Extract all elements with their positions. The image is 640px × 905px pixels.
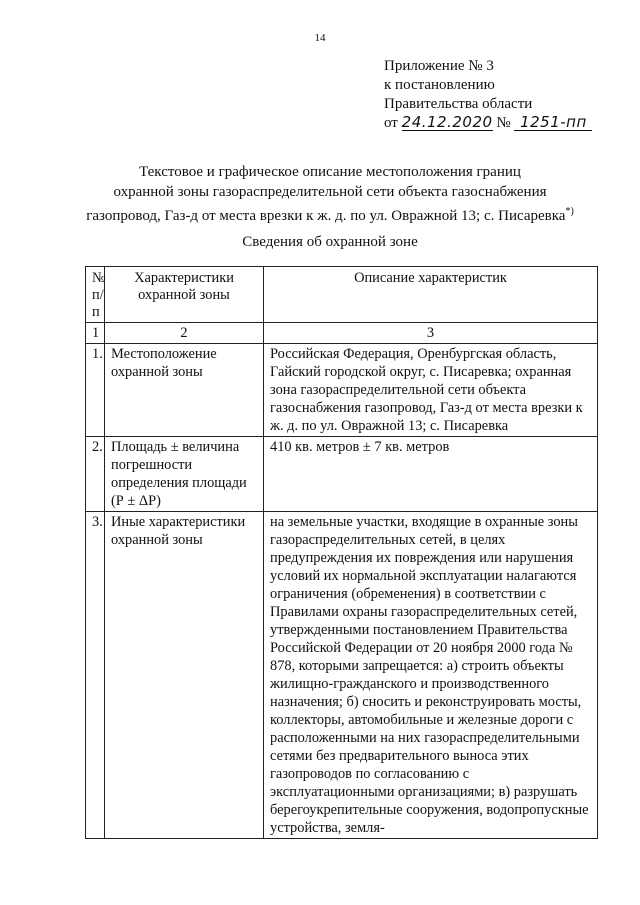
row-description: Российская Федерация, Оренбургская область, Гайский городской округ, с. Писаревка; охранная зона газораспределительной сети объекта газоснабжения газопровод, Газ-д от места врезки к ж. д. по ул. Овражной 13; с. Писаревка [264,344,598,437]
row-characteristic: Иные характеристики охранной зоны [105,512,264,839]
header-characteristic: Характеристики охранной зоны [105,267,264,323]
table-row [86,512,598,839]
row-description: 410 кв. метров ± 7 кв. метров [264,437,598,512]
title-line-1: Текстовое и графическое описание местоположения границ [139,164,521,180]
footnote-mark: *) [565,206,574,217]
index-cell: 2 [105,323,264,344]
table-row [86,344,598,437]
document-title [80,162,580,226]
row-characteristic: Местоположение охранной зоны [105,344,264,437]
title-line-3-text: газопровод, Газ-д от места врезки к ж. д. по ул. Овражной 13; с. Писаревка [86,208,566,224]
row-number: 2. [86,437,105,512]
table-row [86,437,598,512]
from-prefix: от [384,115,398,131]
appendix-line-2: к постановлению [384,77,495,93]
row-characteristic: Площадь ± величина погрешности определения площади (Р ± ΔР) [105,437,264,512]
index-cell: 3 [264,323,598,344]
row-description: на земельные участки, входящие в охранные зоны газораспределительных сетей, в целях предупреждения их повреждения или нарушения условий их нормальной эксплуатации налагаются ограничения (обременения) в соответствии с Правилами охраны газораспределительных сетей, утвержденными постановлением Правительства Российской Федерации от 20 ноября 2000 года № 878, которыми запрещается: а) строить объекты жилищно-гражданского и производственного назначения; б) сносить и реконструировать мосты, коллекторы, автомобильные и железные дороги с расположенными на них газораспределительными сетями без предварительного выноса этих газопроводов по согласованию с эксплуатационными организациями; в) разрушать берегоукрепительные сооружения, водопропускные устройства, земля- [264,512,598,839]
row-number: 1. [86,344,105,437]
appendix-block [384,57,592,133]
appendix-line-1: Приложение № 3 [384,58,494,74]
header-description: Описание характеристик [264,267,598,323]
row-number: 3. [86,512,105,839]
section-subtitle: Сведения об охранной зоне [242,234,418,250]
title-line-2: охранной зоны газораспределительной сети объекта газоснабжения [113,184,547,200]
table-header-row [86,267,598,323]
index-cell: 1 [86,323,105,344]
title-line-3 [80,202,580,226]
handwritten-date: 24.12.2020 [401,113,493,131]
appendix-date-line [384,114,592,133]
protection-zone-table [85,266,598,839]
number-sign: № [496,115,511,131]
handwritten-number: 1251-пп [514,114,592,131]
header-number: № п/п [86,267,105,323]
page-number: 14 [314,32,326,44]
appendix-line-3: Правительства области [384,96,533,112]
table-index-row [86,323,598,344]
